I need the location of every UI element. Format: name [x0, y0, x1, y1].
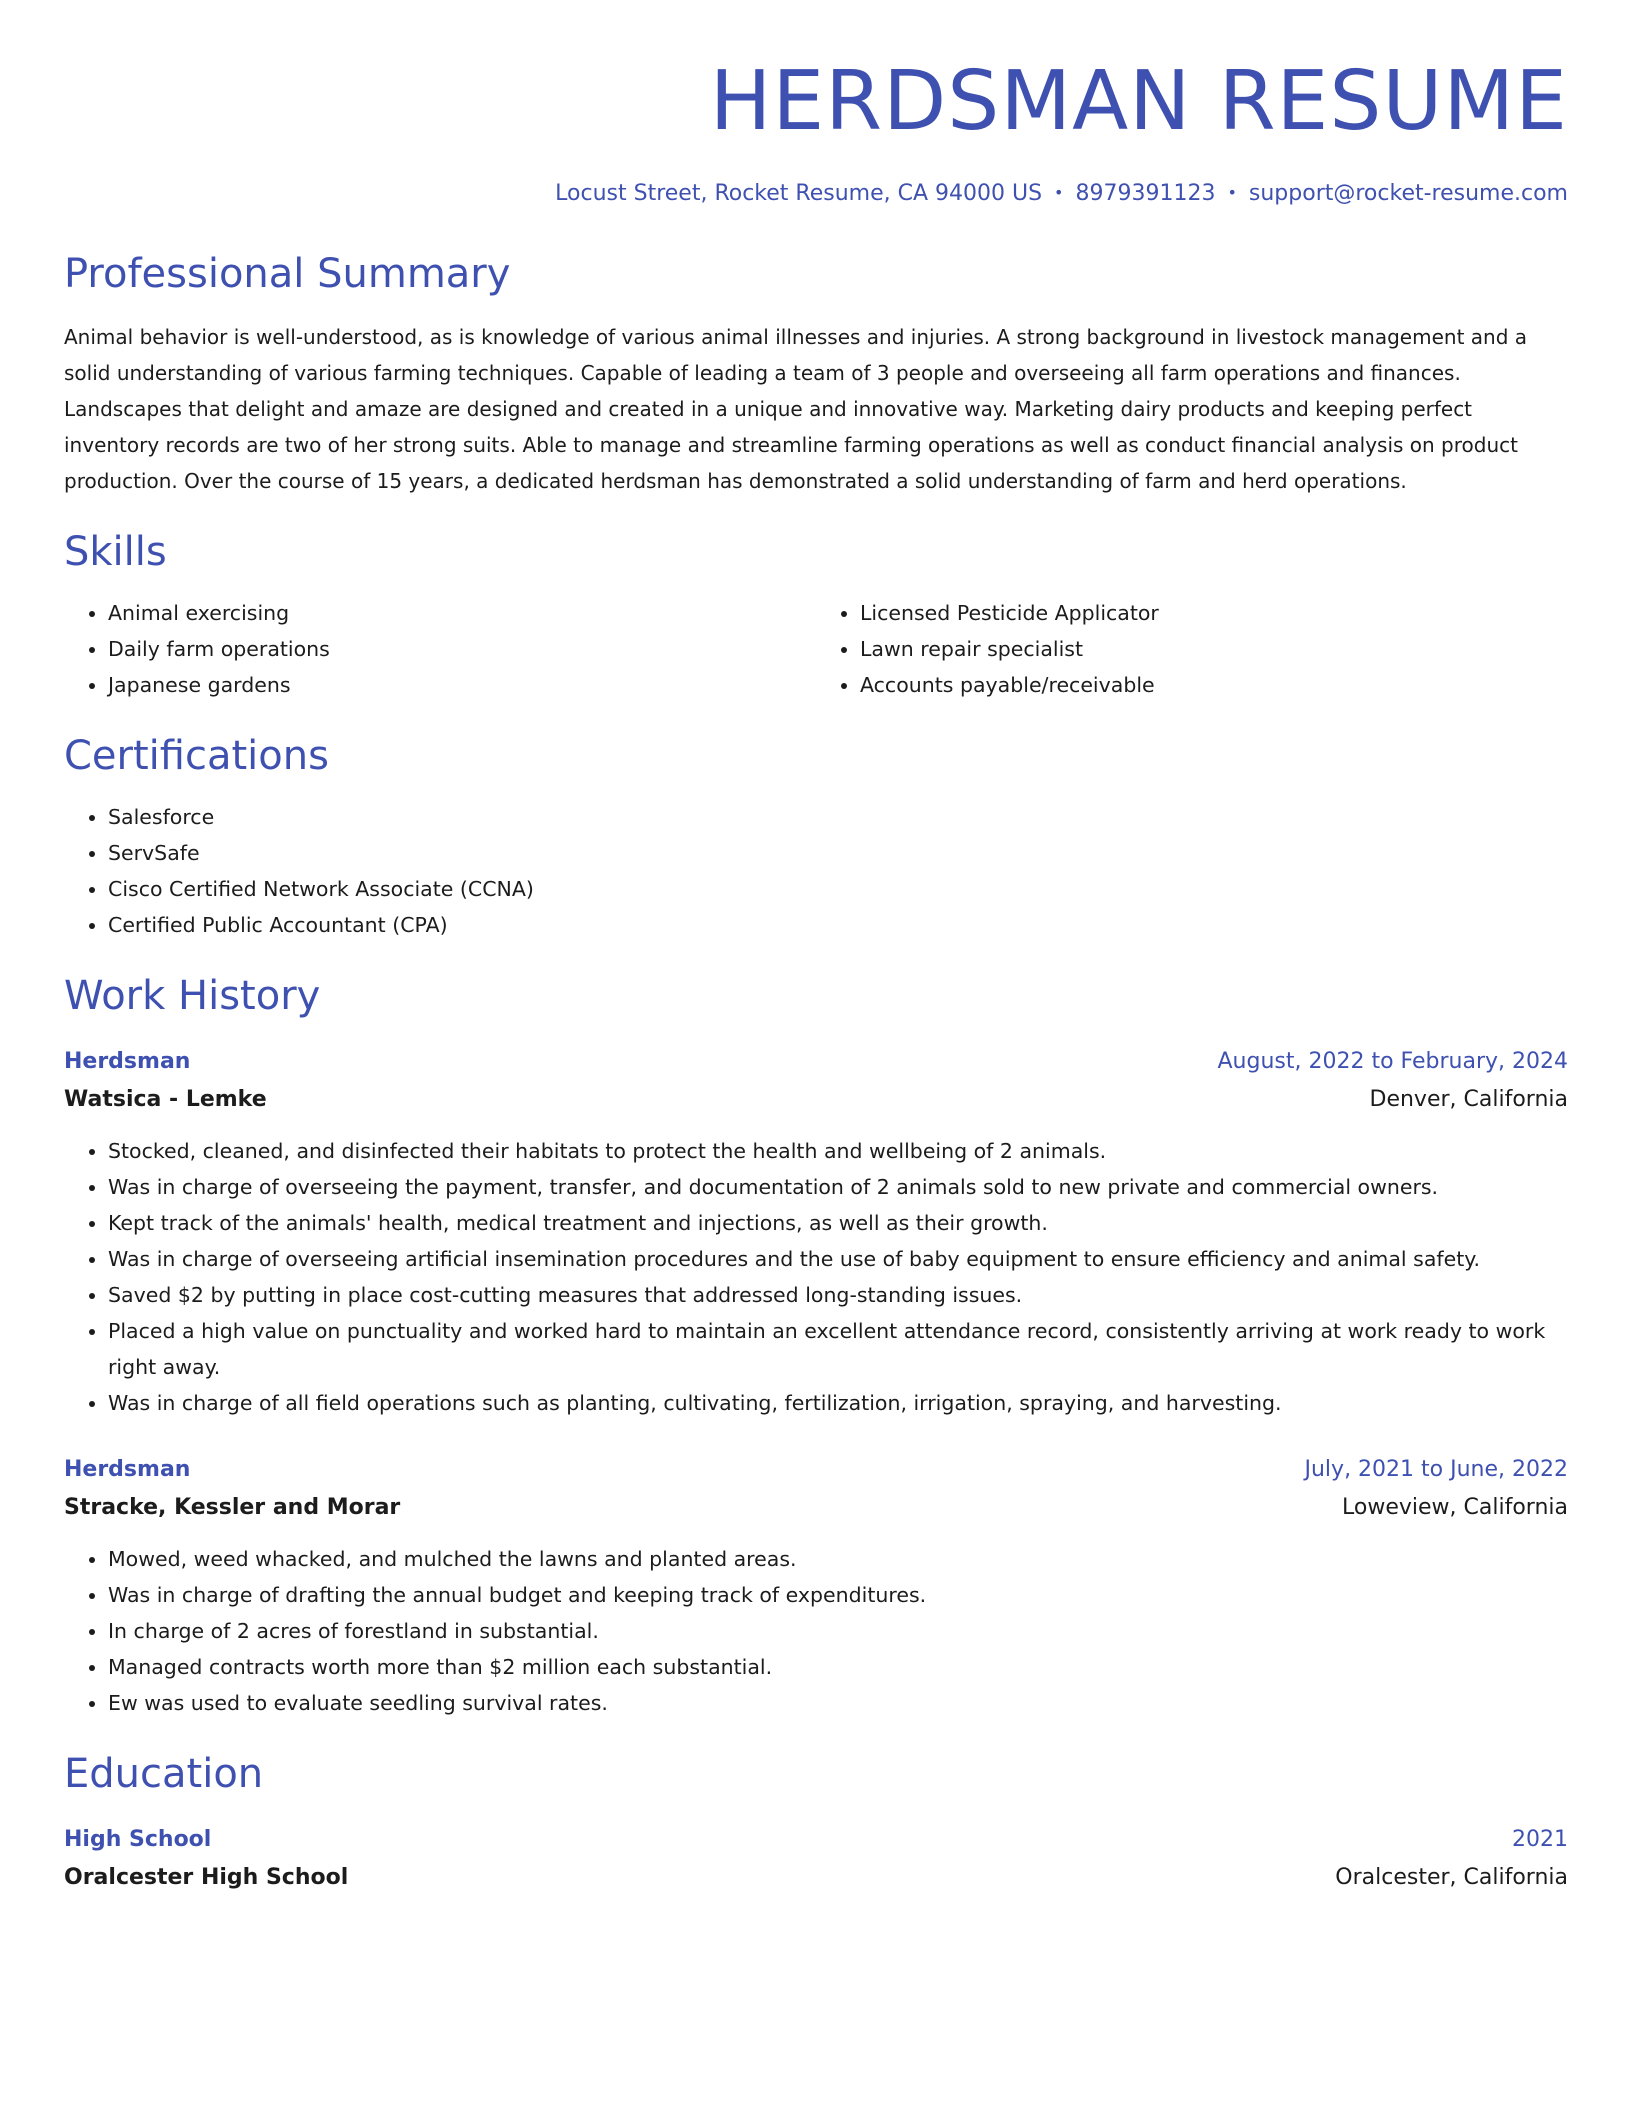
education-school-row — [64, 1859, 1568, 1897]
contact-separator: • — [1054, 183, 1064, 202]
contact-address: Locust Street, Rocket Resume, CA 94000 US — [555, 181, 1043, 206]
education-title: Education — [64, 1751, 264, 1797]
job-duty: • Was in charge of drafting the annual budget and keeping track of expenditures. — [108, 1577, 1568, 1613]
job-duty: • In charge of 2 acres of forestland in substantial. — [108, 1613, 1568, 1649]
job-employer: Watsica - Lemke — [64, 1087, 267, 1112]
resume-name: HERDSMAN RESUME — [709, 54, 1568, 149]
skill-item: • Lawn repair specialist — [860, 631, 1568, 667]
certification-item: • Certified Public Accountant (CPA) — [108, 907, 1568, 943]
skill-item: • Animal exercising — [108, 595, 816, 631]
job-entry — [64, 1451, 1568, 1721]
job-location: Loweview, California — [1342, 1495, 1568, 1520]
skill-item: • Accounts payable/receivable — [860, 667, 1568, 703]
skills-grid — [64, 595, 1568, 703]
job-duty: • Was in charge of overseeing the payment, transfer, and documentation of 2 animals sold to new private and commercial owners. — [108, 1169, 1568, 1205]
education-section — [64, 1749, 1568, 1897]
resume-header — [64, 0, 1568, 209]
certification-item: • Salesforce — [108, 799, 1568, 835]
job-duty: • Stocked, cleaned, and disinfected their habitats to protect the health and wellbeing of 2 animals. — [108, 1133, 1568, 1169]
job-entry — [64, 1043, 1568, 1421]
job-duties-list — [64, 1133, 1568, 1421]
work-history-title: Work History — [64, 973, 321, 1019]
certification-item: • Cisco Certified Network Associate (CCNA) — [108, 871, 1568, 907]
certifications-list — [64, 799, 1568, 943]
job-duty: • Was in charge of all field operations such as planting, cultivating, fertilization, irrigation, spraying, and harvesting. — [108, 1385, 1568, 1421]
job-location: Denver, California — [1369, 1087, 1568, 1112]
job-title: Herdsman — [64, 1457, 191, 1482]
job-duty: • Was in charge of overseeing artificial insemination procedures and the use of baby equipment to ensure efficiency and animal safety. — [108, 1241, 1568, 1277]
job-duty: • Kept track of the animals' health, medical treatment and injections, as well as their growth. — [108, 1205, 1568, 1241]
job-dates: July, 2021 to June, 2022 — [1304, 1457, 1568, 1482]
education-degree-row — [64, 1821, 1568, 1859]
education-degree: High School — [64, 1827, 212, 1852]
education-entry — [64, 1821, 1568, 1897]
job-title-row — [64, 1043, 1568, 1081]
contact-phone: 8979391123 — [1075, 181, 1216, 206]
contact-line — [64, 178, 1568, 209]
job-duty: • Placed a high value on punctuality and worked hard to maintain an excellent attendance record, consistently arriving at work ready to work right away. — [108, 1313, 1568, 1385]
skills-list-right — [816, 595, 1568, 703]
education-location: Oralcester, California — [1335, 1865, 1568, 1890]
job-employer: Stracke, Kessler and Morar — [64, 1495, 401, 1520]
job-employer-row — [64, 1489, 1568, 1527]
summary-section — [64, 249, 1568, 499]
education-year: 2021 — [1512, 1827, 1568, 1852]
summary-title: Professional Summary — [64, 251, 511, 297]
contact-separator: • — [1227, 183, 1237, 202]
education-school: Oralcester High School — [64, 1865, 349, 1890]
job-duty: • Saved $2 by putting in place cost-cutting measures that addressed long-standing issues. — [108, 1277, 1568, 1313]
certification-item: • ServSafe — [108, 835, 1568, 871]
work-history-section — [64, 971, 1568, 1721]
skill-item: • Licensed Pesticide Applicator — [860, 595, 1568, 631]
job-title: Herdsman — [64, 1049, 191, 1074]
skills-list-left — [64, 595, 816, 703]
job-employer-row — [64, 1081, 1568, 1119]
certifications-title: Certifications — [64, 733, 329, 779]
job-dates: August, 2022 to February, 2024 — [1217, 1049, 1568, 1074]
contact-email[interactable]: support@rocket-resume.com — [1248, 181, 1568, 206]
certifications-section — [64, 731, 1568, 943]
skills-title: Skills — [64, 529, 167, 575]
job-title-row — [64, 1451, 1568, 1489]
skill-item: • Daily farm operations — [108, 631, 816, 667]
job-duty: • Managed contracts worth more than $2 million each substantial. — [108, 1649, 1568, 1685]
job-duties-list — [64, 1541, 1568, 1721]
skill-item: • Japanese gardens — [108, 667, 816, 703]
summary-text: Animal behavior is well-understood, as is knowledge of various animal illnesses and injuries. A strong background in livestock management and a solid understanding of various farming techniques. Capable of leading a team of 3 people and overseeing all farm operations and finances. Landscapes that delight and amaze are designed and created in a unique and innovative way. Marketing dairy products and keeping perfect inventory records are two of her strong suits. Able to manage and streamline farming operations as well as conduct financial analysis on product production. Over the course of 15 years, a dedicated herdsman has demonstrated a solid understanding of farm and herd operations. — [64, 325, 1528, 493]
job-duty: • Ew was used to evaluate seedling survival rates. — [108, 1685, 1568, 1721]
skills-section — [64, 527, 1568, 703]
job-duty: • Mowed, weed whacked, and mulched the lawns and planted areas. — [108, 1541, 1568, 1577]
